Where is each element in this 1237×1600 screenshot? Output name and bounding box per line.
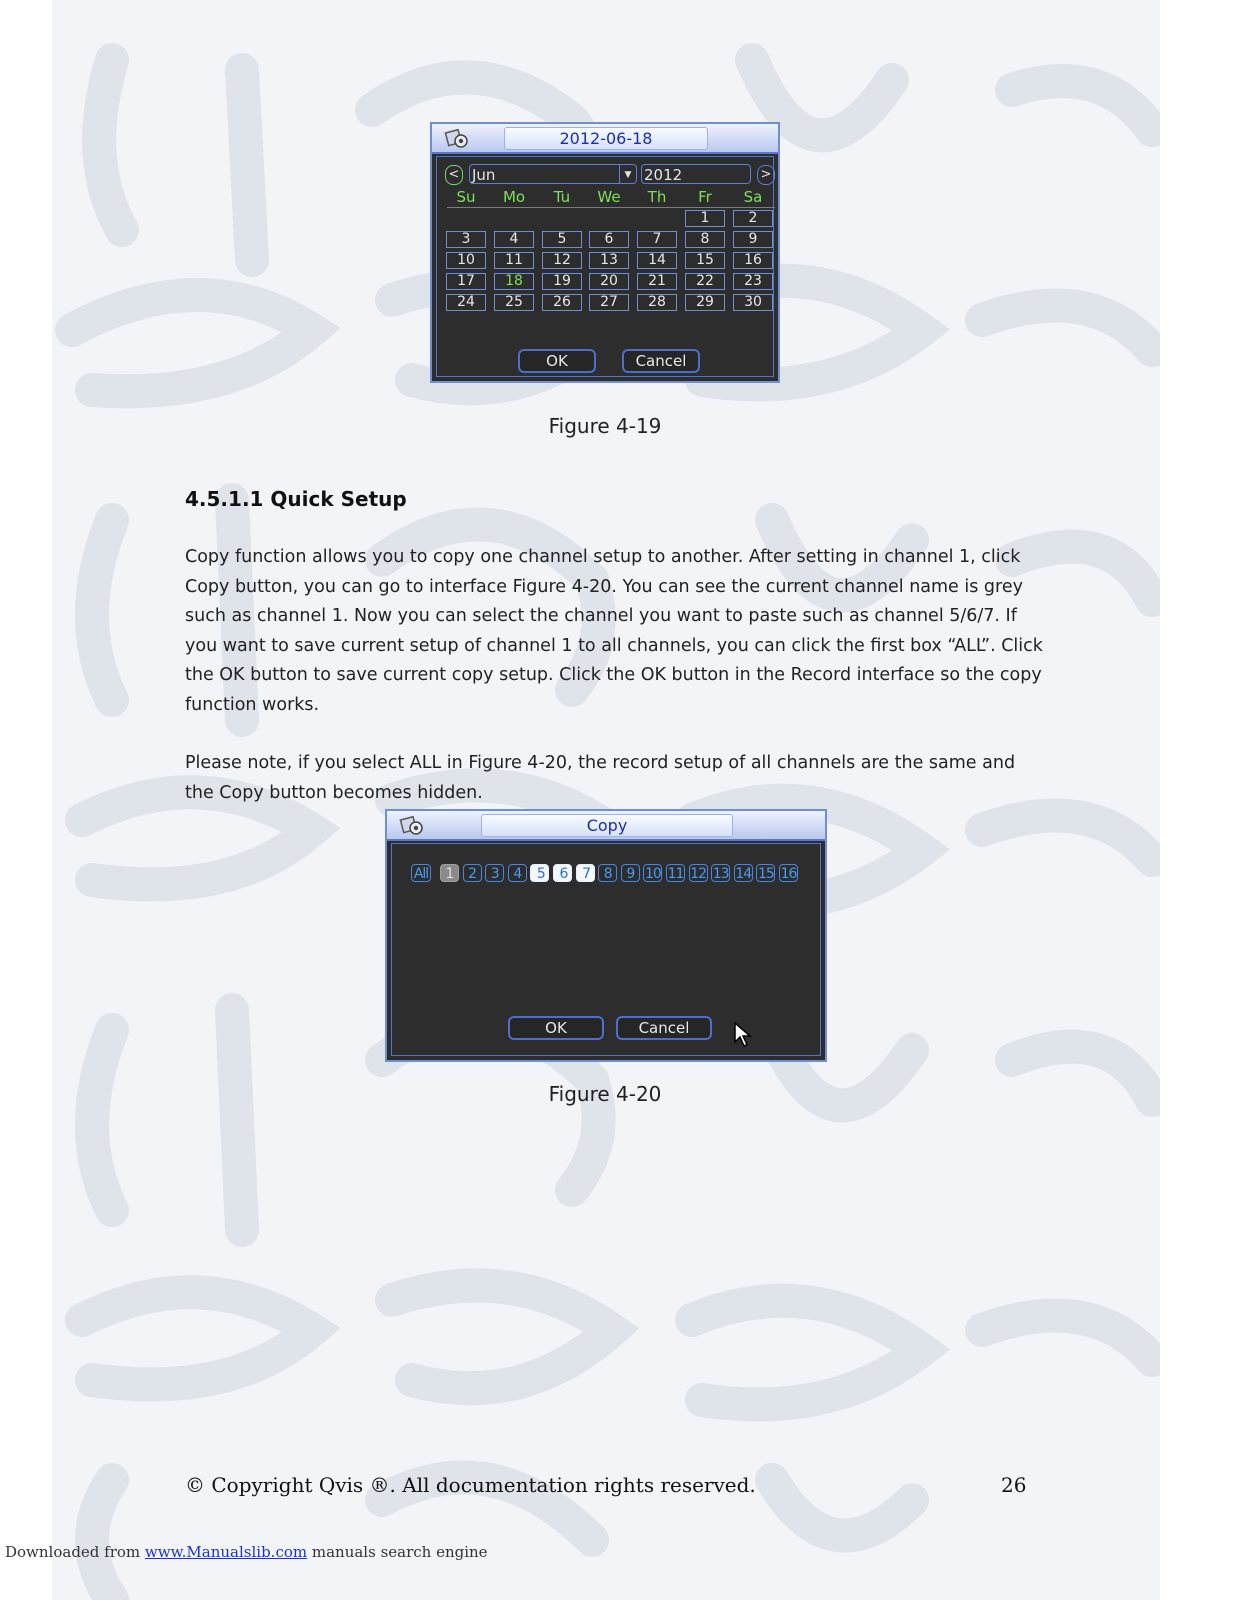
day-cell[interactable]: 21: [637, 273, 677, 290]
day-cell[interactable]: 19: [542, 273, 582, 290]
day-cell[interactable]: 18: [494, 273, 534, 290]
day-cell[interactable]: 28: [637, 294, 677, 311]
day-cell[interactable]: 22: [685, 273, 725, 290]
day-cell[interactable]: 1: [685, 210, 725, 227]
day-cell[interactable]: 4: [494, 231, 534, 248]
weekday-label: Mo: [502, 188, 526, 206]
channel-checkbox[interactable]: 15: [757, 866, 774, 882]
channel-checkbox[interactable]: 7: [576, 864, 595, 882]
manualslib-link[interactable]: www.Manualslib.com: [144, 1543, 308, 1561]
day-cell[interactable]: 20: [589, 273, 629, 290]
day-cell[interactable]: 11: [494, 252, 534, 269]
page-number: 26: [1001, 1473, 1027, 1497]
copy-dialog: [385, 809, 827, 1062]
channel-checkbox[interactable]: 8: [598, 864, 617, 882]
day-cell[interactable]: 7: [637, 231, 677, 248]
download-notice: [5, 1543, 488, 1561]
month-value: Jun: [472, 166, 496, 184]
day-cell[interactable]: 3: [446, 231, 486, 248]
dvr-logo-icon: [399, 813, 425, 837]
year-input[interactable]: 2012: [641, 164, 751, 184]
ok-button[interactable]: OK: [518, 349, 596, 373]
calendar-title: 2012-06-18: [504, 127, 708, 150]
copy-titlebar: [387, 811, 825, 841]
month-select[interactable]: [469, 164, 637, 184]
copy-title: Copy: [481, 814, 733, 837]
day-cell[interactable]: 13: [589, 252, 629, 269]
calendar-titlebar: [432, 124, 778, 154]
calendar-body: [436, 156, 774, 377]
channel-checkbox[interactable]: 16: [780, 866, 797, 882]
weekday-label: We: [597, 188, 621, 206]
weekday-label: Sa: [743, 188, 763, 206]
day-cell[interactable]: 2: [733, 210, 773, 227]
prev-month-button[interactable]: <: [445, 165, 463, 185]
copyright-footer: © Copyright Qvis ®. All documentation rights reserved.: [185, 1473, 756, 1497]
ok-button[interactable]: OK: [508, 1016, 604, 1040]
day-cell[interactable]: 14: [637, 252, 677, 269]
day-cell[interactable]: 29: [685, 294, 725, 311]
channel-checkbox[interactable]: 9: [621, 864, 640, 882]
channel-checkbox[interactable]: 10: [644, 866, 661, 882]
cancel-button[interactable]: Cancel: [622, 349, 700, 373]
channel-checkbox[interactable]: 1: [440, 864, 459, 882]
figure-caption-4-20: Figure 4-20: [548, 1082, 662, 1106]
next-month-button[interactable]: >: [757, 165, 775, 185]
channel-checkbox[interactable]: 13: [712, 866, 729, 882]
day-cell[interactable]: 24: [446, 294, 486, 311]
day-cell[interactable]: 15: [685, 252, 725, 269]
copy-body: [391, 843, 821, 1056]
day-cell[interactable]: 8: [685, 231, 725, 248]
channel-checkbox[interactable]: 5: [530, 864, 549, 882]
channel-all-checkbox[interactable]: All: [411, 864, 431, 882]
day-cell[interactable]: 25: [494, 294, 534, 311]
weekday-label: Fr: [698, 188, 712, 206]
day-cell[interactable]: 23: [733, 273, 773, 290]
weekday-divider: [447, 207, 775, 208]
channel-checkbox[interactable]: 11: [667, 866, 684, 882]
day-cell[interactable]: 12: [542, 252, 582, 269]
channel-checkbox[interactable]: 12: [690, 866, 706, 882]
weekday-label: Th: [647, 188, 667, 206]
day-cell[interactable]: 17: [446, 273, 486, 290]
weekday-label: Su: [456, 188, 476, 206]
cancel-button[interactable]: Cancel: [616, 1016, 712, 1040]
download-suffix: manuals search engine: [307, 1543, 488, 1561]
calendar-dialog: [430, 122, 780, 383]
section-body: [185, 543, 1045, 808]
day-cell[interactable]: 5: [542, 231, 582, 248]
download-prefix: Downloaded from: [5, 1543, 145, 1561]
dvr-logo-icon: [444, 126, 470, 150]
day-cell[interactable]: 10: [446, 252, 486, 269]
weekday-label: Tu: [553, 188, 571, 206]
channel-checkbox[interactable]: 2: [463, 864, 482, 882]
section-heading: 4.5.1.1 Quick Setup: [185, 487, 407, 511]
day-cell[interactable]: 9: [733, 231, 773, 248]
day-cell[interactable]: 27: [589, 294, 629, 311]
figure-caption-4-19: Figure 4-19: [548, 414, 662, 438]
channel-checkbox[interactable]: 3: [485, 864, 504, 882]
day-cell[interactable]: 26: [542, 294, 582, 311]
day-cell[interactable]: 6: [589, 231, 629, 248]
channel-checkbox[interactable]: 14: [735, 866, 752, 882]
channel-checkbox[interactable]: 6: [553, 864, 572, 882]
paragraph-1: Copy function allows you to copy one channel setup to another. After setting in channel 1, click Copy button, you can go to interface Figure 4-20. You can see the current channel name is grey such as channel 1. Now you can select the channel you want to paste such as channel 5/6/7. If you want to save current setup of channel 1 to all channels, you can click the first box “ALL”. Click the OK button to save current copy setup. Click the OK button in the Record interface so the copy function works.: [185, 547, 1043, 715]
day-cell[interactable]: 30: [733, 294, 773, 311]
chevron-down-icon: ▼: [619, 165, 636, 183]
channel-checkbox[interactable]: 4: [508, 864, 527, 882]
paragraph-2: Please note, if you select ALL in Figure 4-20, the record setup of all channels are the same and the Copy button becomes hidden.: [185, 753, 1016, 803]
day-cell[interactable]: 16: [733, 252, 773, 269]
mouse-cursor-icon: [734, 1022, 752, 1048]
